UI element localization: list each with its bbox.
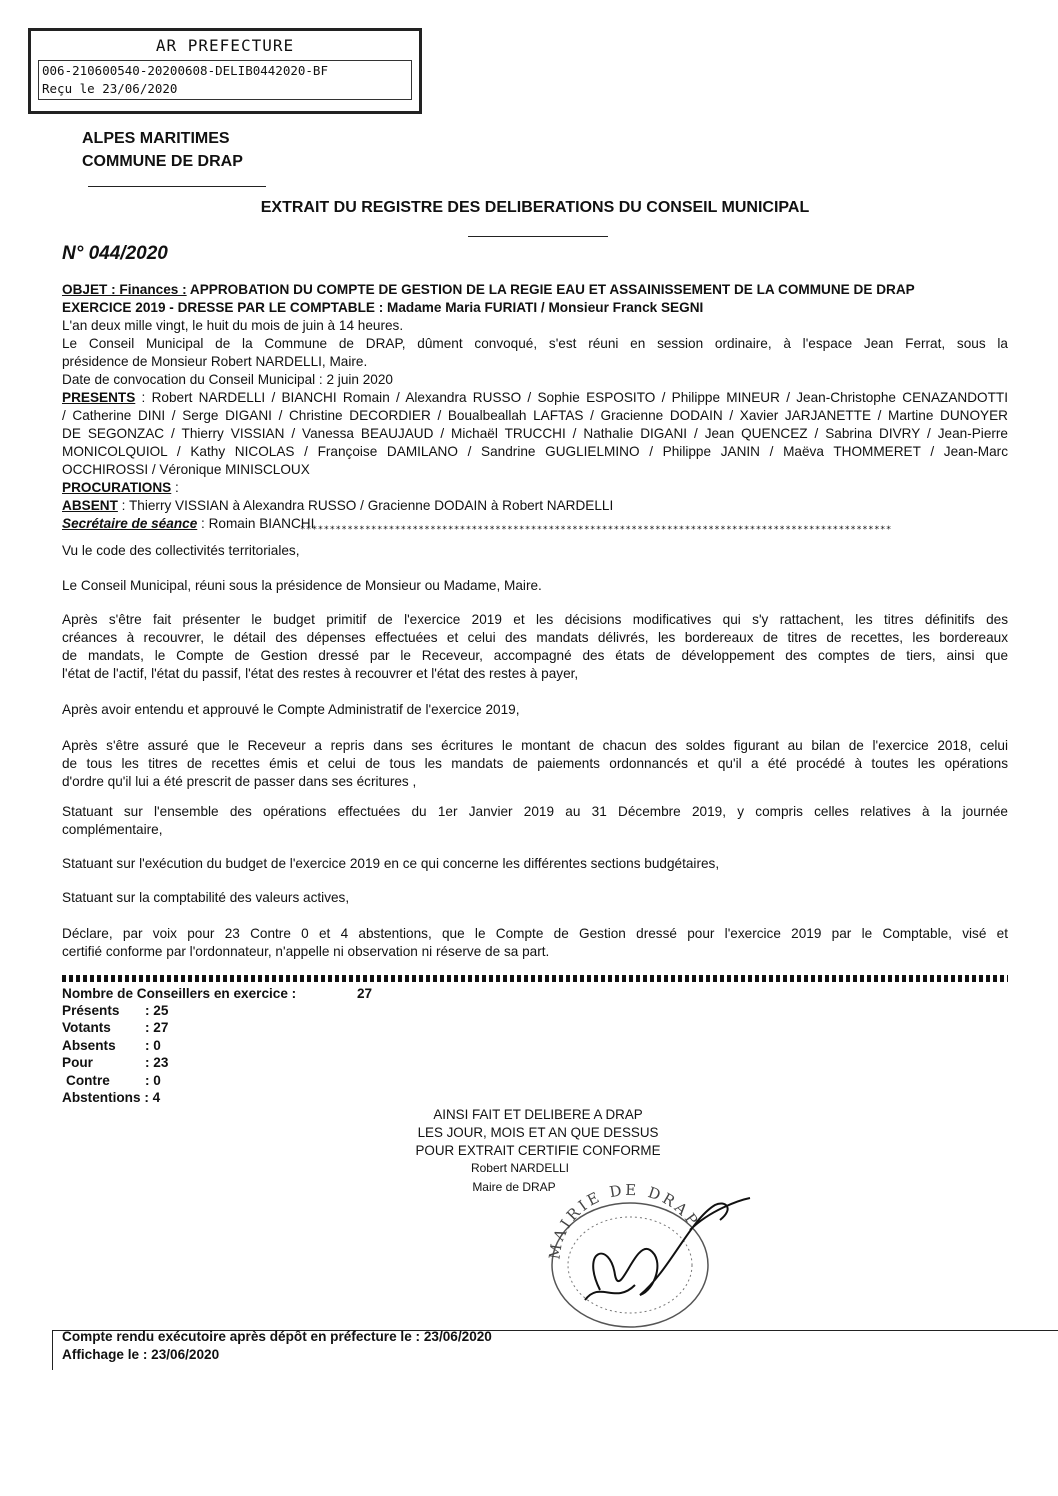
tally-votants-label: Votants <box>62 1020 111 1035</box>
secretaire-label: Secrétaire de séance <box>62 516 198 531</box>
apres-budget-2: créances à recouvrer, le détail des dépenses effectuées et celui des mandats délivrés, les bordereaux de titres de recettes, les bordereaux <box>62 630 1008 645</box>
statuant-ensemble-2: complémentaire, <box>62 822 163 837</box>
exercice-line: EXERCICE 2019 - DRESSE PAR LE COMPTABLE : Madame Maria FURIATI / Monsieur Franck SEGNI <box>62 300 704 315</box>
statuant-execution: Statuant sur l'exécution du budget de l'exercice 2019 en ce qui concerne les différentes sections budgétaires, <box>62 856 720 871</box>
objet-text: APPROBATION DU COMPTE DE GESTION DE LA REGIE EAU ET ASSAINISSEMENT DE LA COMMUNE DE DRAP <box>186 282 915 297</box>
stamp-received: Reçu le 23/06/2020 <box>42 81 178 96</box>
footer-executoire: Compte rendu exécutoire après dépôt en préfecture le : 23/06/2020 <box>62 1329 492 1344</box>
tally-pour-value: : 23 <box>145 1055 169 1070</box>
presents-line-1: PRESENTS : Robert NARDELLI / BIANCHI Romain / Alexandra RUSSO / Sophie ESPOSITO / Philippe MINEUR / Jean-Christophe CENAZANDOTTI <box>62 390 1008 405</box>
tally-absents-value: : 0 <box>145 1038 161 1053</box>
tally-contre-label: Contre <box>66 1073 110 1088</box>
procurations-label: PROCURATIONS <box>62 480 172 495</box>
document-title: EXTRAIT DU REGISTRE DES DELIBERATIONS DU CONSEIL MUNICIPAL <box>260 199 810 216</box>
presents-line-5: OCCHIROSSI / Véronique MINISCLOUX <box>62 462 310 477</box>
apres-budget-1: Après s'être fait présenter le budget primitif de l'exercice 2019 et les décisions modificatives qui s'y rattachent, les titres définitifs des <box>62 612 1008 627</box>
statuant-comptabilite: Statuant sur la comptabilité des valeurs actives, <box>62 890 350 905</box>
secretaire-line: Secrétaire de séance : Romain BIANCHI <box>62 516 315 531</box>
presents-label: PRESENTS <box>62 390 136 405</box>
statuant-ensemble-1: Statuant sur l'ensemble des opérations effectuées du 1er Janvier 2019 au 31 Décembre 2019, y compris celles relatives à la journée <box>62 804 1008 819</box>
signature-line-3: POUR EXTRAIT CERTIFIE CONFORME <box>415 1143 661 1158</box>
presents-line-2: / Catherine DINI / Serge DIGANI / Christine DECORDIER / Boualbeallah LAFTAS / Gracienne DODAIN / Xavier JARJANETTE / Martine DUNOYER <box>62 408 1008 423</box>
header-divider <box>88 186 266 187</box>
department-name: ALPES MARITIMES <box>82 130 230 147</box>
apres-compte-admin: Après avoir entendu et approuvé le Compte Administratif de l'exercice 2019, <box>62 702 520 717</box>
intro-date: L'an deux mille vingt, le huit du mois de juin à 14 heures. <box>62 318 404 333</box>
tally-presents-label: Présents <box>62 1003 120 1018</box>
tally-abstentions: Abstentions : 4 <box>62 1090 161 1105</box>
footer-left-border <box>52 1330 53 1370</box>
signature-line-1: AINSI FAIT ET DELIBERE A DRAP <box>433 1107 643 1122</box>
vu-code: Vu le code des collectivités territoriales, <box>62 543 300 558</box>
commune-name: COMMUNE DE DRAP <box>82 153 243 170</box>
stamp-reference: 006-210600540-20200608-DELIB0442020-BF <box>42 63 328 78</box>
mayor-name: Robert NARDELLI <box>470 1161 570 1175</box>
apres-budget-3: de mandats, le Compte de Gestion dressé par le Receveur, accompagné des états de développement des comptes de tiers, ainsi que <box>62 648 1008 663</box>
objet-label: OBJET : Finances : <box>62 282 187 297</box>
tally-exercice-label: Nombre de Conseillers en exercice : <box>62 986 297 1001</box>
absent-line: ABSENT : Thierry VISSIAN à Alexandra RUSSO / Gracienne DODAIN à Robert NARDELLI <box>62 498 614 513</box>
objet-line <box>62 281 1008 299</box>
tally-absents-label: Absents <box>62 1038 116 1053</box>
conseil-reuni: Le Conseil Municipal, réuni sous la présidence de Monsieur ou Madame, Maire. <box>62 578 542 593</box>
dotted-separator <box>62 975 1008 982</box>
intro-presidence: présidence de Monsieur Robert NARDELLI, Maire. <box>62 354 368 369</box>
tally-presents-value: : 25 <box>145 1003 169 1018</box>
tally-contre-value: : 0 <box>145 1073 161 1088</box>
procurations-line: PROCURATIONS : <box>62 480 179 495</box>
intro-convocation: Le Conseil Municipal de la Commune de DRAP, dûment convoqué, s'est réuni en session ordinaire, à l'espace Jean Ferrat, sous la <box>62 336 1008 351</box>
footer-affichage: Affichage le : 23/06/2020 <box>62 1347 220 1362</box>
declare-2: certifié conforme par l'ordonnateur, n'appelle ni observation ni réserve de sa part. <box>62 944 550 959</box>
svg-text:MAIRIE DE DRAP <box>545 1181 703 1261</box>
apres-budget-4: l'état de l'actif, l'état du passif, l'état des restes à recouvrer et l'état des restes à payer, <box>62 666 579 681</box>
intro-convocation-date: Date de convocation du Conseil Municipal : 2 juin 2020 <box>62 372 393 387</box>
mairie-seal-icon <box>540 1180 760 1330</box>
apres-receveur-2: de tous les titres de recettes émis et celui de tous les mandats de paiements ordonnancés et qu'il a été procédé à toutes les opérations <box>62 756 1008 771</box>
apres-receveur-3: d'ordre qu'il lui a été prescrit de passer dans ses écritures , <box>62 774 417 789</box>
tally-votants-value: : 27 <box>145 1020 169 1035</box>
tally-exercice-value: 27 <box>357 986 373 1001</box>
absent-label: ABSENT <box>62 498 118 513</box>
seal-text: MAIRIE DE DRAP <box>545 1180 703 1261</box>
presents-line-4: MONICOLQUIOL / Kathy NICOLAS / Françoise DAMILANO / Sandrine GUGLIELMINO / Philippe JANIN / Maëva THOMMERET / Jean-Marc <box>62 444 1008 459</box>
star-separator: **************************************************************************************************** <box>300 525 892 535</box>
title-divider <box>468 236 608 237</box>
tally-pour-label: Pour <box>62 1055 93 1070</box>
stamp-title: AR PREFECTURE <box>155 36 295 55</box>
mayor-title: Maire de DRAP <box>472 1180 556 1194</box>
deliberation-number: N° 044/2020 <box>62 243 168 264</box>
apres-receveur-1: Après s'être assuré que le Receveur a repris dans ses écritures le montant de chacun des soldes figurant au bilan de l'exercice 2018, celui <box>62 738 1008 753</box>
presents-line-3: DE SEGONZAC / Thierry VISSIAN / Vanessa BEAUJAUD / Michaël TRUCCHI / Nathalie DIGANI / Jean QUENCEZ / Sabrina DIVRY / Jean-Pierre <box>62 426 1008 441</box>
declare-1: Déclare, par voix pour 23 Contre 0 et 4 abstentions, que le Compte de Gestion dressé pour l'exercice 2019 par le Comptable, visé et <box>62 926 1008 941</box>
signature-line-2: LES JOUR, MOIS ET AN QUE DESSUS <box>417 1125 659 1140</box>
